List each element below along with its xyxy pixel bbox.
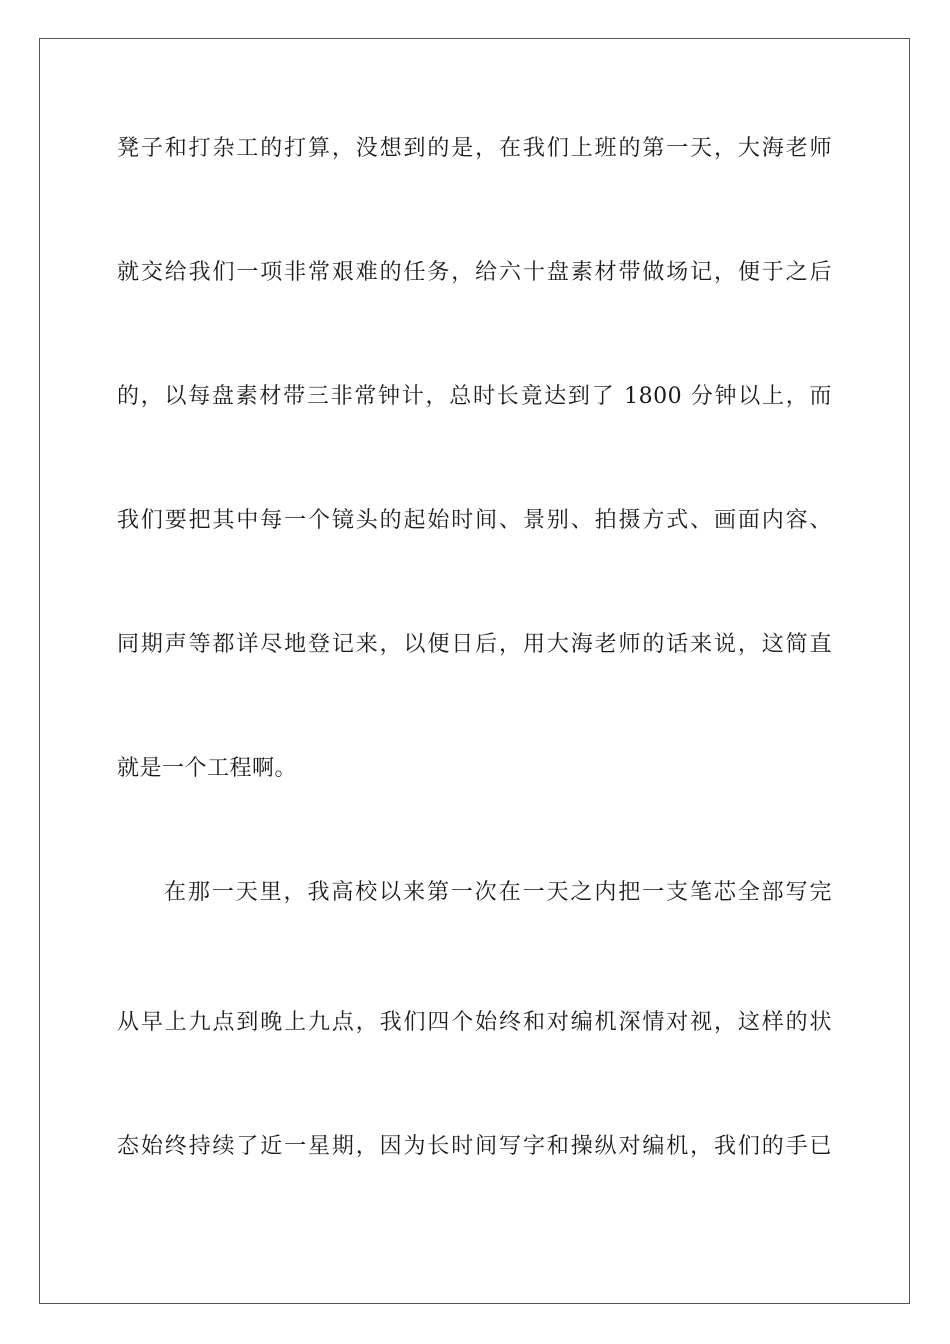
paragraph-line-2: 就交给我们一项非常艰难的任务，给六十盘素材带做场记，便于之后 bbox=[117, 260, 832, 285]
paragraph-line-3: 的，以每盘素材带三非常钟计，总时长竟达到了 1800 分钟以上，而 bbox=[117, 384, 832, 409]
paragraph-line-8: 从早上九点到晚上九点，我们四个始终和对编机深情对视，这样的状 bbox=[117, 1010, 832, 1035]
paragraph-line-6: 就是一个工程啊。 bbox=[117, 756, 298, 781]
paragraph-line-9: 态始终持续了近一星期，因为长时间写字和操纵对编机，我们的手已 bbox=[117, 1134, 832, 1159]
paragraph-line-4: 我们要把其中每一个镜头的起始时间、景别、拍摄方式、画面内容、 bbox=[117, 508, 832, 533]
page-border bbox=[39, 38, 910, 1304]
paragraph-line-1: 凳子和打杂工的打算，没想到的是，在我们上班的第一天，大海老师 bbox=[117, 136, 832, 161]
paragraph-line-5: 同期声等都详尽地登记来，以便日后，用大海老师的话来说，这简直 bbox=[117, 632, 832, 657]
paragraph-line-7: 在那一天里，我高校以来第一次在一天之内把一支笔芯全部写完 bbox=[164, 880, 832, 905]
